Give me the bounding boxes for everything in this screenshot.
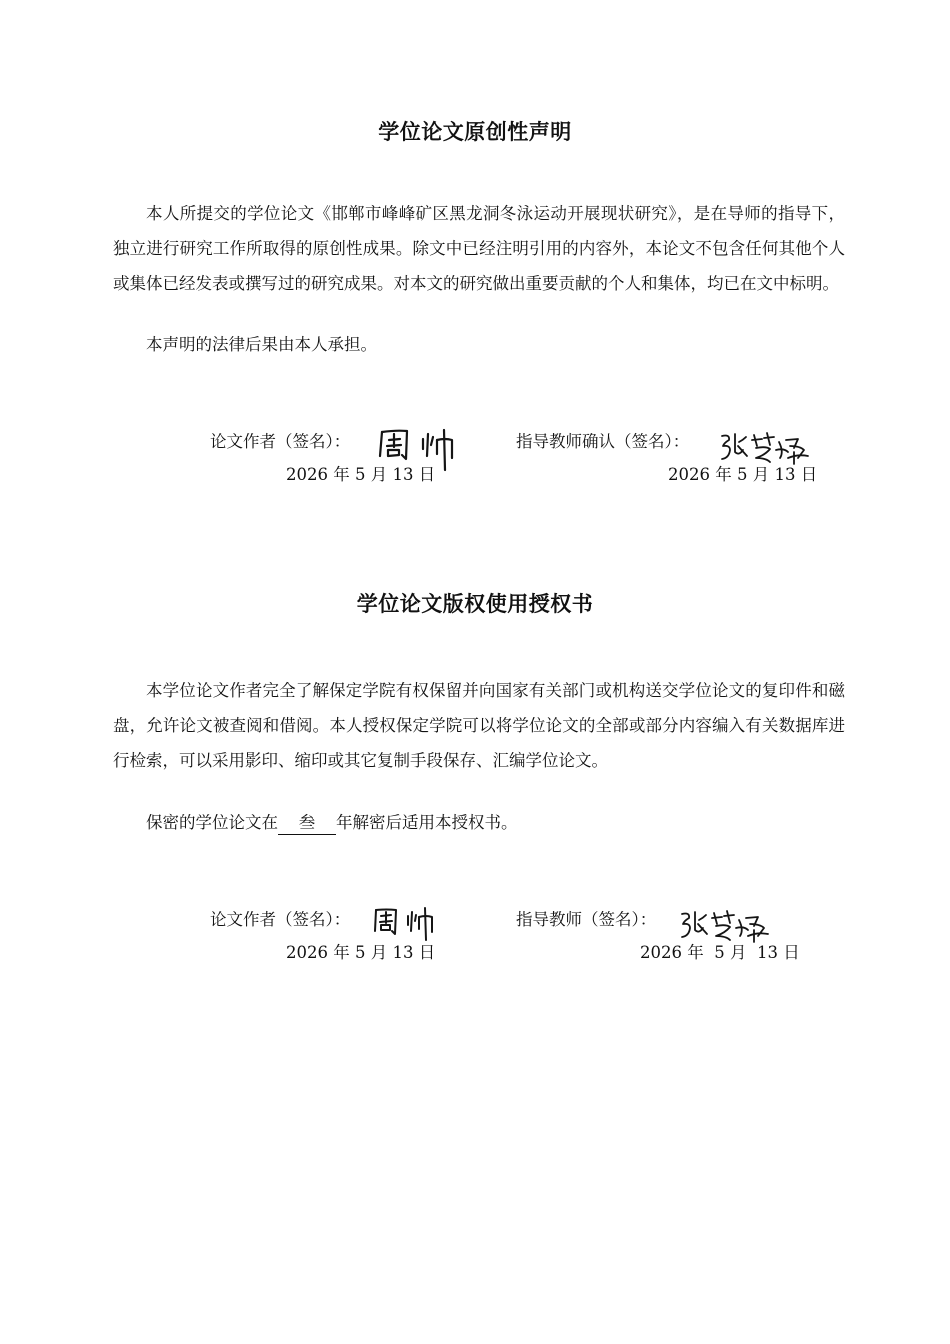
authorization-author-date: 2026 年 5 月 13 日	[286, 943, 436, 962]
confidential-years-field: 叁	[278, 812, 336, 835]
declaration-advisor-signature-label: 指导教师确认（签名）：	[516, 432, 690, 451]
declaration-advisor-date: 2026 年 5 月 13 日	[668, 465, 818, 484]
confidentiality-suffix: 年解密后适用本授权书。	[336, 813, 518, 832]
authorization-advisor-signature-label: 指导教师（签名）：	[516, 910, 657, 929]
authorization-title: 学位论文版权使用授权书	[356, 592, 594, 616]
declaration-author-date: 2026 年 5 月 13 日	[286, 465, 436, 484]
confidentiality-prefix: 保密的学位论文在	[146, 813, 278, 832]
authorization-advisor-signature	[678, 906, 774, 946]
authorization-author-signature-label: 论文作者（签名）：	[210, 910, 351, 929]
declaration-title: 学位论文原创性声明	[378, 120, 572, 144]
declaration-author-signature-label: 论文作者（签名）：	[210, 432, 351, 451]
declaration-paragraph: 本人所提交的学位论文《邯郸市峰峰矿区黑龙洞冬泳运动开展现状研究》，是在导师的指导下，独立进行研究工作所取得的原创性成果。除文中已经注明引用的内容外，本论文不包含任何其他个人或集体已经发表或撰写过的研究成果。对本文的研究做出重要贡献的个人和集体，均已在文中标明。	[113, 204, 845, 293]
declaration-advisor-signature	[718, 428, 814, 468]
confidentiality-line	[113, 805, 845, 840]
declaration-legal-note: 本声明的法律后果由本人承担。	[146, 335, 377, 354]
authorization-paragraph: 本学位论文作者完全了解保定学院有权保留并向国家有关部门或机构送交学位论文的复印件和磁盘，允许论文被查阅和借阅。本人授权保定学院可以将学位论文的全部或部分内容编入有关数据库进行检索，可以采用影印、缩印或其它复制手段保存、汇编学位论文。	[113, 681, 845, 770]
authorization-advisor-date: 2026 年 5 月 13 日	[640, 943, 800, 962]
authorization-author-signature	[370, 904, 442, 942]
